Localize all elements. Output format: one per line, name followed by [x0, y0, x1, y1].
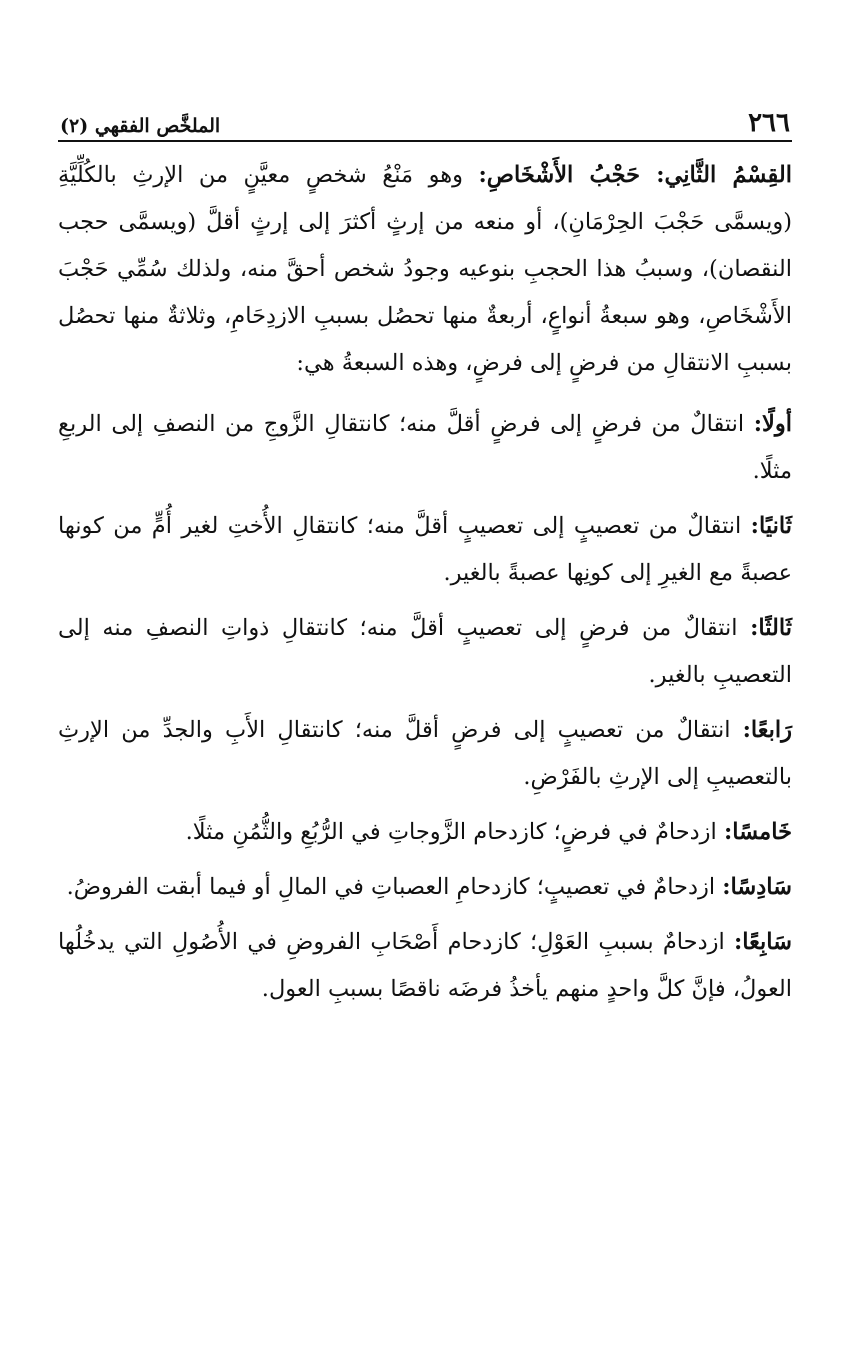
- list-item: [58, 707, 792, 801]
- item-number: أولًا:: [753, 411, 792, 437]
- item-number: ثَالثًا:: [750, 615, 792, 641]
- item-number: ثَانيًا:: [750, 513, 792, 539]
- item-text: ازدحامٌ بسببِ العَوْلِ؛ كازدحام أَصْحَابِ الفروضِ في الأُصُولِ التي يدخُلُها العولُ، فإنَّ كلَّ واحدٍ منهم يأخذُ فرضَه ناقصًا بسببِ العول.: [58, 929, 792, 1002]
- item-number: سَابِعًا:: [734, 929, 792, 955]
- item-text: انتقالٌ من تعصيبٍ إلى فرضٍ أقلَّ منه؛ كانتقالِ الأَبِ والجدِّ من الإرثِ بالتعصيبِ إلى الإرثِ بالفَرْضِ.: [58, 717, 792, 790]
- book-page: [58, 110, 792, 1021]
- page-content: [58, 152, 792, 1013]
- list-item: [58, 919, 792, 1013]
- item-text: انتقالٌ من فرضٍ إلى فرضٍ أقلَّ منه؛ كانتقالِ الزَّوجِ من النصفِ إلى الربعِ مثلًا.: [58, 411, 792, 484]
- item-text: انتقالٌ من فرضٍ إلى تعصيبٍ أقلَّ منه؛ كانتقالِ ذواتِ النصفِ منه إلى التعصيبِ بالغير.: [58, 615, 792, 688]
- list-item: [58, 401, 792, 495]
- item-text: ازدحامٌ في تعصيبٍ؛ كازدحامِ العصباتِ في المالِ أو فيما أبقت الفروضُ.: [66, 874, 723, 900]
- list-item: [58, 864, 792, 911]
- page-header: [58, 110, 792, 142]
- section-heading: القِسْمُ الثَّانِي: حَجْبُ الأَشْخَاصِ:: [478, 162, 792, 188]
- running-title: الملخَّص الفقهي (٢): [60, 115, 221, 137]
- item-text: انتقالٌ من تعصيبٍ إلى تعصيبٍ أقلَّ منه؛ كانتقالِ الأُختِ لغير أُمٍّ من كونها عصبةً مع الغيرِ إلى كونِها عصبةً بالغير.: [58, 513, 792, 586]
- list-item: [58, 503, 792, 597]
- item-number: خَامسًا:: [723, 819, 792, 845]
- list-item: [58, 809, 792, 856]
- list-item: [58, 605, 792, 699]
- item-number: رَابعًا:: [742, 717, 792, 743]
- intro-paragraph: [58, 152, 792, 387]
- intro-text: وهو مَنْعُ شخصٍ معيَّنٍ من الإرثِ بالكُلِّيَّةِ (ويسمَّى حَجْبَ الحِرْمَانِ)، أو منعه من إرثٍ أكثرَ إلى إرثٍ أقلَّ (ويسمَّى حجب النقصان)، وسببُ هذا الحجبِ بنوعيه وجودُ شخص أحقَّ منه، ولذلك سُمِّي حَجْبَ الأَشْخَاصِ، وهو سبعةُ أنواعٍ، أربعةٌ منها تحصُل بسببِ الازدِحَامِ، وثلاثةٌ منها تحصُل بسببِ الانتقالِ من فرضٍ إلى فرضٍ، وهذه السبعةُ هي:: [58, 162, 792, 376]
- page-number: ٢٦٦: [748, 108, 790, 138]
- item-number: سَادِسًا:: [722, 874, 792, 900]
- item-text: ازدحامٌ في فرضٍ؛ كازدحام الزَّوجاتِ في الرُّبُعِ والثُّمُنِ مثلًا.: [185, 819, 724, 845]
